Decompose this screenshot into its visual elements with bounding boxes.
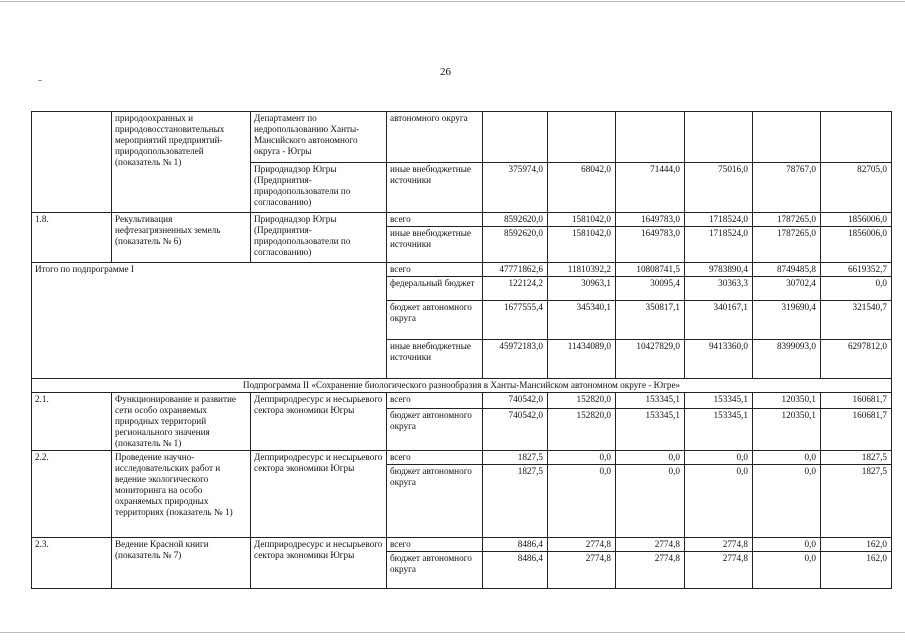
value-y1: 0,0 [548,465,616,538]
value-total: 1677555,4 [483,301,548,340]
executor: Департамент по недропользованию Ханты-Мансийского автономного округа - Югры [251,112,387,163]
value-y1: 2774,8 [548,552,616,589]
value-y4: 120350,1 [753,393,821,409]
value-y2: 10427829,0 [616,340,685,379]
source: иные внебюджетные источники [387,340,483,379]
value-y1: 0,0 [548,451,616,465]
value-total: 8592620,0 [483,213,548,227]
value-y3: 1718524,0 [685,227,753,263]
subtotal-label: Итого по подпрограмме I [32,263,387,379]
value-y2: 350817,1 [616,301,685,340]
value-y2: 30095,4 [616,277,685,301]
value-y2: 2774,8 [616,538,685,552]
value-y3: 9783890,4 [685,263,753,277]
executor: Природнадзор Югры (Предприятия-природопользователи по согласованию) [251,163,387,213]
executor: Депприродресурс и несырьевого сектора экономики Югры [251,451,387,538]
value-total: 375974,0 [483,163,548,213]
value-y5: 321540,7 [821,301,892,340]
value-y3: 0,0 [685,465,753,538]
value-y3: 1718524,0 [685,213,753,227]
scan-mark [38,80,42,81]
measure-name: Функционирование и развитие сети особо охраняемых природных территорий регионального значения (показатель № 1) [112,393,251,451]
row-number: 1.8. [32,213,112,263]
value-y4: 0,0 [753,538,821,552]
value-y4: 78767,0 [753,163,821,213]
measure-name: Ведение Красной книги (показатель № 7) [112,538,251,589]
source: федеральный бюджет [387,277,483,301]
source: бюджет автономного округа [387,408,483,450]
value-y4: 1787265,0 [753,213,821,227]
value-total: 740542,0 [483,393,548,409]
value-y1: 68042,0 [548,163,616,213]
value-y3: 153345,1 [685,393,753,409]
value-y4: 30702,4 [753,277,821,301]
table-row [32,538,892,552]
value-y1: 1581042,0 [548,213,616,227]
value-y2: 153345,1 [616,408,685,450]
value-total: 122124,2 [483,277,548,301]
value-y2: 1649783,0 [616,213,685,227]
value-y4: 1787265,0 [753,227,821,263]
value-y4: 319690,4 [753,301,821,340]
value-y3: 0,0 [685,451,753,465]
value-y1: 1581042,0 [548,227,616,263]
value-y5 [821,112,892,163]
scan-artifact-top [0,1,905,2]
value-y4: 120350,1 [753,408,821,450]
executor: Природнадзор Югры (Предприятия-природопользователи по согласованию) [251,213,387,263]
value-y2: 0,0 [616,451,685,465]
row-number: 2.2. [32,451,112,538]
value-y4: 0,0 [753,465,821,538]
value-y5: 0,0 [821,277,892,301]
value-y3: 340167,1 [685,301,753,340]
table-row [32,451,892,465]
value-y5: 6297812,0 [821,340,892,379]
source: всего [387,213,483,227]
value-y1: 345340,1 [548,301,616,340]
value-y1: 11434089,0 [548,340,616,379]
source: всего [387,451,483,465]
budget-table [31,111,891,589]
source: иные внебюджетные источники [387,163,483,213]
value-y1: 30963,1 [548,277,616,301]
value-y5: 6619352,7 [821,263,892,277]
executor: Депприродресурс и несырьевого сектора экономики Югры [251,393,387,451]
value-y1: 2774,8 [548,538,616,552]
value-y5: 1856006,0 [821,213,892,227]
value-y1 [548,112,616,163]
value-y2: 1649783,0 [616,227,685,263]
source: автономного округа [387,112,483,163]
value-y3: 75016,0 [685,163,753,213]
value-total: 8486,4 [483,552,548,589]
value-y3: 9413360,0 [685,340,753,379]
subprogram-heading: Подпрограмма II «Сохранение биологического разнообразия в Ханты-Мансийском автономном округе - Югре» [32,379,892,393]
value-y3: 2774,8 [685,552,753,589]
value-total: 8486,4 [483,538,548,552]
measure-name: Проведение научно-исследовательских работ и ведение экологического мониторинга на особо охраняемых природных территориях (показатель № 1) [112,451,251,538]
value-total: 45972183,0 [483,340,548,379]
value-y4: 8749485,8 [753,263,821,277]
source: всего [387,538,483,552]
row-number: 2.3. [32,538,112,589]
value-y4 [753,112,821,163]
table-row [32,213,892,227]
value-y1: 11810392,2 [548,263,616,277]
table-row [32,263,892,277]
value-y5: 1856006,0 [821,227,892,263]
value-y3: 30363,3 [685,277,753,301]
value-total: 8592620,0 [483,227,548,263]
value-y4: 0,0 [753,552,821,589]
measure-name: природоохранных и природовосстановительных мероприятий предприятий-природопользователей (показатель № 1) [112,112,251,213]
value-total: 1827,5 [483,465,548,538]
row-number [32,112,112,213]
source: бюджет автономного округа [387,465,483,538]
table-row [32,393,892,409]
value-total: 1827,5 [483,451,548,465]
source: бюджет автономного округа [387,301,483,340]
value-y3: 2774,8 [685,538,753,552]
value-total: 47771862,6 [483,263,548,277]
value-y1: 152820,0 [548,393,616,409]
value-total: 740542,0 [483,408,548,450]
value-y4: 0,0 [753,451,821,465]
executor: Депприродресурс и несырьевого сектора экономики Югры [251,538,387,589]
table-row [32,379,892,393]
value-y5: 82705,0 [821,163,892,213]
value-y2 [616,112,685,163]
value-y3: 153345,1 [685,408,753,450]
table-row [32,112,892,163]
value-y5: 1827,5 [821,451,892,465]
value-total [483,112,548,163]
value-y5: 160681,7 [821,393,892,409]
value-y5: 162,0 [821,538,892,552]
value-y5: 1827,5 [821,465,892,538]
source: бюджет автономного округа [387,552,483,589]
source: иные внебюджетные источники [387,227,483,263]
value-y5: 160681,7 [821,408,892,450]
value-y2: 10808741,5 [616,263,685,277]
scan-artifact-bottom [0,632,905,633]
value-y3 [685,112,753,163]
source: всего [387,263,483,277]
row-number: 2.1. [32,393,112,451]
value-y1: 152820,0 [548,408,616,450]
measure-name: Рекультивация нефтезагрязненных земель (показатель № 6) [112,213,251,263]
value-y4: 8399093,0 [753,340,821,379]
value-y2: 71444,0 [616,163,685,213]
page-number: 26 [440,66,451,78]
value-y5: 162,0 [821,552,892,589]
value-y2: 2774,8 [616,552,685,589]
value-y2: 0,0 [616,465,685,538]
value-y2: 153345,1 [616,393,685,409]
source: всего [387,393,483,409]
